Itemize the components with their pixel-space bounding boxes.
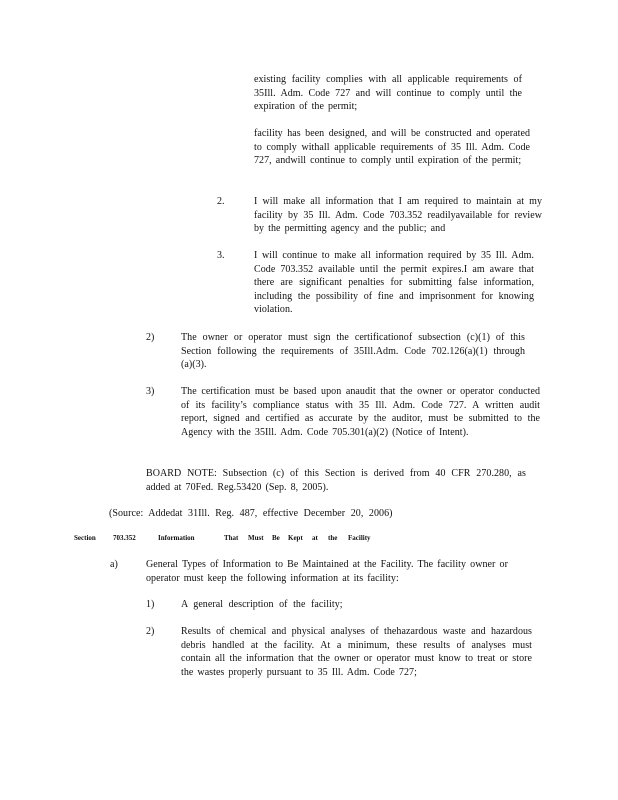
heading-word-2: That	[224, 534, 239, 542]
item-number-2b: 2)	[146, 626, 155, 637]
subsection-number-2: 2)	[146, 332, 155, 343]
section-label: Section	[74, 534, 96, 542]
heading-word-7: the	[328, 534, 338, 542]
paragraph-facility-designed: facility has been designed, and will be constructed and operated to comply withall applicable requirements of 35 Ill. Adm. Code 727, andwill continue to comply until expiration of the permit;	[254, 128, 530, 167]
paragraph-general-types: General Types of Information to Be Maintained at the Facility. The facility owner or operator must keep the following information at its facility:	[146, 559, 508, 584]
item-number-1: 1)	[146, 599, 155, 610]
paragraph-existing-facility: existing facility complies with all applicable requirements of 35Ill. Adm. Code 727 and will continue to comply until the expiration of the permit;	[254, 74, 522, 113]
subsection-number-3: 3)	[146, 386, 155, 397]
paragraph-general-description: A general description of the facility;	[181, 599, 343, 610]
source-note: (Source: Addedat 31Ill. Reg. 487, effective December 20, 2006)	[109, 508, 393, 519]
heading-word-4: Be	[272, 534, 280, 542]
subsection-number-a: a)	[110, 559, 118, 570]
item-number-2: 2.	[217, 196, 225, 207]
paragraph-continue-information: I will continue to make all information required by 35 Ill. Adm. Code 703.352 available until the permit expires.I am aware that there are significant penalties for submitting false information, including the possibility of fine and imprisonment for knowing violation.	[254, 250, 534, 316]
heading-word-8: Facility	[348, 534, 371, 542]
paragraph-results-analyses: Results of chemical and physical analyses of thehazardous waste and hazardous debris handled at the facility. At a minimum, these results of analyses must contain all the information that the owner or operator must know to treat or store the wastes properly pursuant to 35 Ill. Adm. Code 727;	[181, 626, 532, 678]
heading-word-5: Kept	[288, 534, 303, 542]
heading-word-1: Information	[158, 534, 195, 542]
heading-word-3: Must	[248, 534, 264, 542]
heading-word-6: at	[312, 534, 318, 542]
paragraph-sign-certification: The owner or operator must sign the certificationof subsection (c)(1) of this Section following the requirements of 35Ill.Adm. Code 702.126(a)(1) through (a)(3).	[181, 332, 525, 371]
item-number-3: 3.	[217, 250, 225, 261]
section-number: 703.352	[113, 534, 136, 542]
board-note: BOARD NOTE: Subsection (c) of this Section is derived from 40 CFR 270.280, as added at 70Fed. Reg.53420 (Sep. 8, 2005).	[146, 468, 526, 493]
paragraph-make-information-available: I will make all information that I am required to maintain at my facility by 35 Ill. Adm. Code 703.352 readilyavailable for review by the permitting agency and the public; and	[254, 196, 542, 235]
paragraph-certification-audit: The certification must be based upon anaudit that the owner or operator conducted of its facility’s compliance status with 35 Ill. Adm. Code 727. A written audit report, signed and certified as accurate by the auditor, must be submitted to the Agency with the 35Ill. Adm. Code 705.301(a)(2) (Notice of Intent).	[181, 386, 540, 438]
